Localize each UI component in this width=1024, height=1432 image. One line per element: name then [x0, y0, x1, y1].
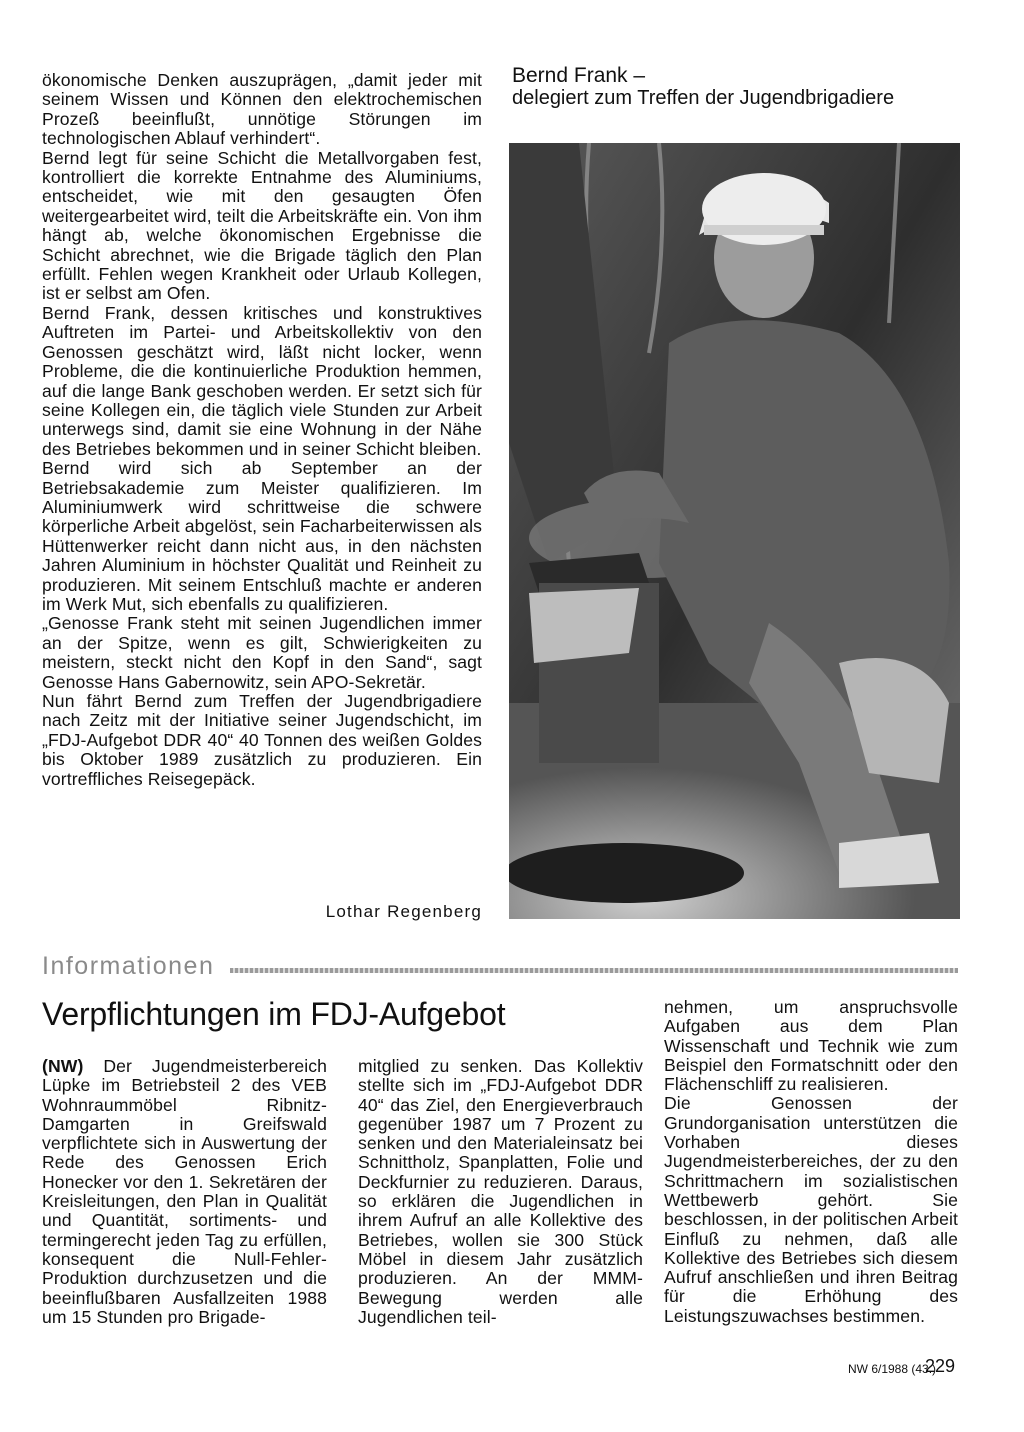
byline: Lothar Regenberg [325, 902, 482, 921]
article-bernd-frank [42, 71, 482, 789]
issue-reference: NW 6/1988 (43.) [848, 1362, 937, 1376]
article-paragraph: Bernd legt für seine Schicht die Metallvorgaben fest, kontrolliert die korrekte Entnahme des Aluminiums, entscheidet, wie mit den gesaugten Öfen weitergearbeitet wird, teilt die Arbeitskräfte ein. Von ihm hängt ab, welche ökonomischen Ergebnisse die Schicht abrechnet, wie die Brigade täglich den Plan erfüllt. Fehlen wegen Krankheit oder Urlaub Kollegen, ist er selbst am Ofen. [42, 147, 482, 304]
info-column-3 [664, 998, 958, 1326]
worker-photo [509, 143, 960, 919]
info-paragraph [42, 1057, 327, 1327]
article-paragraph: ökonomische Denken auszuprägen, „damit jeder mit seinem Wissen und Können den elektrochemischen Prozeß beeinflußt, unnötige Störungen im technologischen Ablauf verhindert“. [42, 70, 482, 149]
section-label: Informationen [42, 952, 215, 980]
info-column-1 [42, 1057, 327, 1327]
info-paragraph: mitglied zu senken. Das Kollektiv stellte sich im „FDJ-Aufgebot DDR 40“ das Ziel, den Energieverbrauch gegenüber 1987 um 7 Prozent zu senken und den Materialeinsatz bei Schnittholz, Spanplatten, Folie und Deckfurnier zu reduzieren. Daraus, so erklären die Jugendlichen in ihrem Aufruf an alle Kollektive des Betriebes, wollen sie 300 Stück Möbel in diesem Jahr zusätzlich produzieren. An der MMM-Bewegung werden alle Jugendlichen teil- [358, 1056, 643, 1327]
info-paragraph: Die Genossen der Grundorganisation unterstützen die Vorhaben dieses Jugendmeisterbereiches, der zu den Schrittmachern im sozialistischen Wettbewerb gehört. Sie beschlossen, in der politischen Arbeit Einfluß zu nehmen, daß alle Kollektive des Betriebes sich diesem Aufruf anschließen und ihren Beitrag für die Erhöhung des Leistungszuwachses bestimmen. [664, 1093, 958, 1326]
headline: Verpflichtungen im FDJ-Aufgebot [42, 996, 506, 1032]
info-text: Der Jugendmeisterbereich Lüpke im Betriebsteil 2 des VEB Wohnraummöbel Ribnitz-Damgarten in Greifswald verpflichtete sich in Auswertung der Rede des Genossen Erich Honecker vor den 1. Sekretären der Kreisleitungen, den Plan in Qualität und Quantität, sortiments- und termingerecht jeden Tag zu erfüllen, konsequent die Null-Fehler-Produktion durchzusetzen und die beeinflußbaren Ausfallzeiten 1988 um 15 Stunden pro Brigade- [42, 1056, 327, 1327]
worker-photo-image [509, 143, 960, 919]
article-paragraph: Bernd Frank, dessen kritisches und konstruktives Auftreten im Partei- und Arbeitskollektiv von den Genossen geschätzt wird, läßt nicht locker, wenn Probleme, die die kontinuierliche Produktion hemmen, auf die lange Bank geschoben werden. Er setzt sich für seine Kollegen ein, die täglich viele Stunden zur Arbeit unterwegs sind, damit sie eine Wohnung in der Nähe des Betriebes bekommen und in seiner Schicht bleiben. [42, 302, 482, 459]
article-paragraph: Nun fährt Bernd zum Treffen der Jugendbrigadiere nach Zeitz mit der Initiative seiner Jugendschicht, im „FDJ-Aufgebot DDR 40“ 40 Tonnen des weißen Goldes bis Oktober 1989 zusätzlich zu produzieren. Ein vortreffliches Reisegepäck. [42, 691, 482, 789]
source-tag: (NW) [42, 1056, 84, 1076]
photo-caption [512, 64, 982, 110]
info-column-2 [358, 1057, 643, 1327]
caption-text: delegiert zum Treffen der Jugendbrigadiere [512, 87, 895, 109]
section-divider [230, 968, 958, 973]
page-number: 229 [925, 1356, 956, 1376]
caption-name: Bernd Frank – [512, 64, 646, 87]
info-paragraph: nehmen, um anspruchsvolle Aufgaben aus dem Plan Wissenschaft und Technik wie zum Beispiel den Formatschnitt oder den Flächenschliff zu realisieren. [664, 997, 958, 1095]
article-paragraph: „Genosse Frank steht mit seinen Jugendlichen immer an der Spitze, wenn es gilt, Schwierigkeiten zu meistern, steckt nicht den Kopf in den Sand“, sagt Genosse Hans Gabernowitz, sein APO-Sekretär. [42, 613, 482, 692]
article-paragraph: Bernd wird sich ab September an der Betriebsakademie zum Meister qualifizieren. Im Aluminiumwerk wird schrittweise die schwere körperliche Arbeit abgelöst, sein Facharbeiterwissen als Hüttenwerker reicht dann nicht aus, in den nächsten Jahren Aluminium in höchster Qualität und Reinheit zu produzieren. Mit seinem Entschluß machte er anderen im Werk Mut, sich ebenfalls zu qualifizieren. [42, 458, 482, 614]
